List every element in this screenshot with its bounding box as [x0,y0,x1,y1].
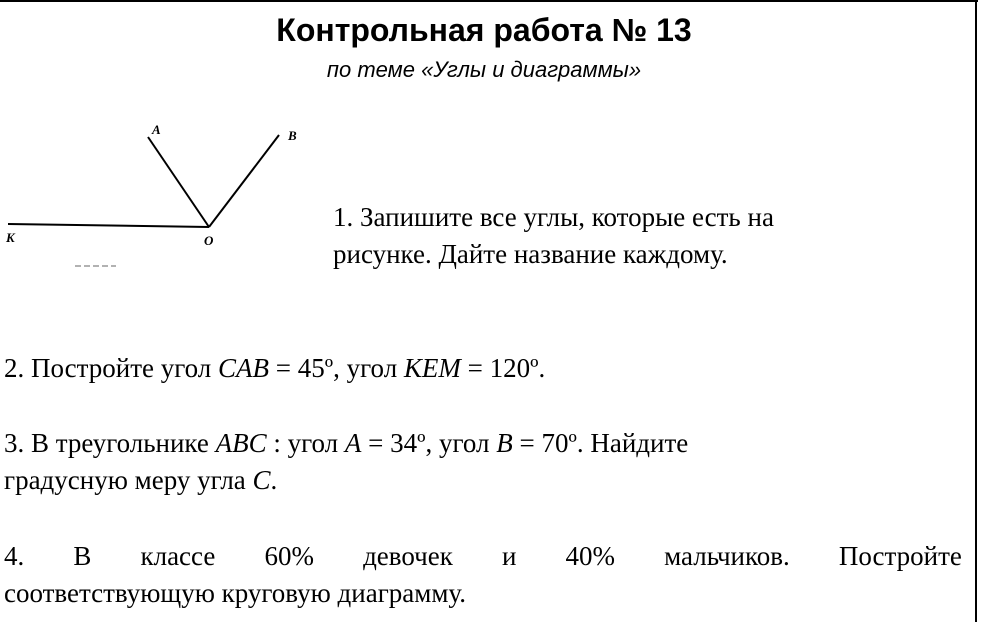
task-3-text-5: градусную меру угла [4,465,253,495]
task-4-word: девочек [363,541,453,571]
task-2-text-3: = 120º. [460,353,546,383]
page-border-right [975,0,977,622]
task-3-text-1: 3. В треугольнике [4,428,216,458]
task-3-text-2: : угол [266,428,345,458]
label-k: K [6,230,15,245]
task-1-line-1: 1. Запишите все углы, которые есть на [333,202,774,232]
label-o: O [204,233,214,248]
vertex-b: B [496,428,513,458]
task-3 [4,425,964,499]
task-4 [4,538,964,612]
task-1-line-2: рисунке. Дайте название каждому. [333,239,728,269]
task-4-word: 40% [565,541,616,571]
task-4-word: 60% [264,541,314,571]
vertex-c: C [252,465,271,495]
task-4-word: 4. [4,541,25,571]
angles-figure [0,115,320,275]
ray-ob [209,135,279,227]
task-1 [333,199,953,273]
page-title: Контрольная работа № 13 [276,12,692,48]
page-subtitle: по теме «Углы и диаграммы» [326,57,642,82]
task-4-word: мальчиков. [664,541,790,571]
label-b: B [288,128,297,143]
triangle-abc: ABC [215,428,267,458]
label-a: A [152,122,161,137]
angle-cab: CAB [218,353,270,383]
task-3-line-1 [4,425,964,462]
task-4-line-1 [4,538,962,575]
task-2-text-2: = 45º, угол [269,353,404,383]
task-3-line-2 [4,462,964,499]
task-3-text-3: = 34º, угол [361,428,497,458]
task-4-word: Постройте [838,541,962,571]
ray-ok [8,224,209,227]
task-3-text-4: = 70º. Найдите [512,428,689,458]
vertex-a: A [344,428,362,458]
task-2 [4,350,964,387]
task-4-word: В [73,541,92,571]
page-border-top [0,0,978,8]
task-2-text-1: 2. Постройте угол [4,353,219,383]
task-4-line-2: соответствующую круговую диаграмму. [4,578,466,608]
task-4-word: классе [140,541,216,571]
angle-kem: KEM [403,353,461,383]
ray-oa [148,137,209,227]
task-4-word: и [501,541,517,571]
task-3-text-6: . [270,465,278,495]
